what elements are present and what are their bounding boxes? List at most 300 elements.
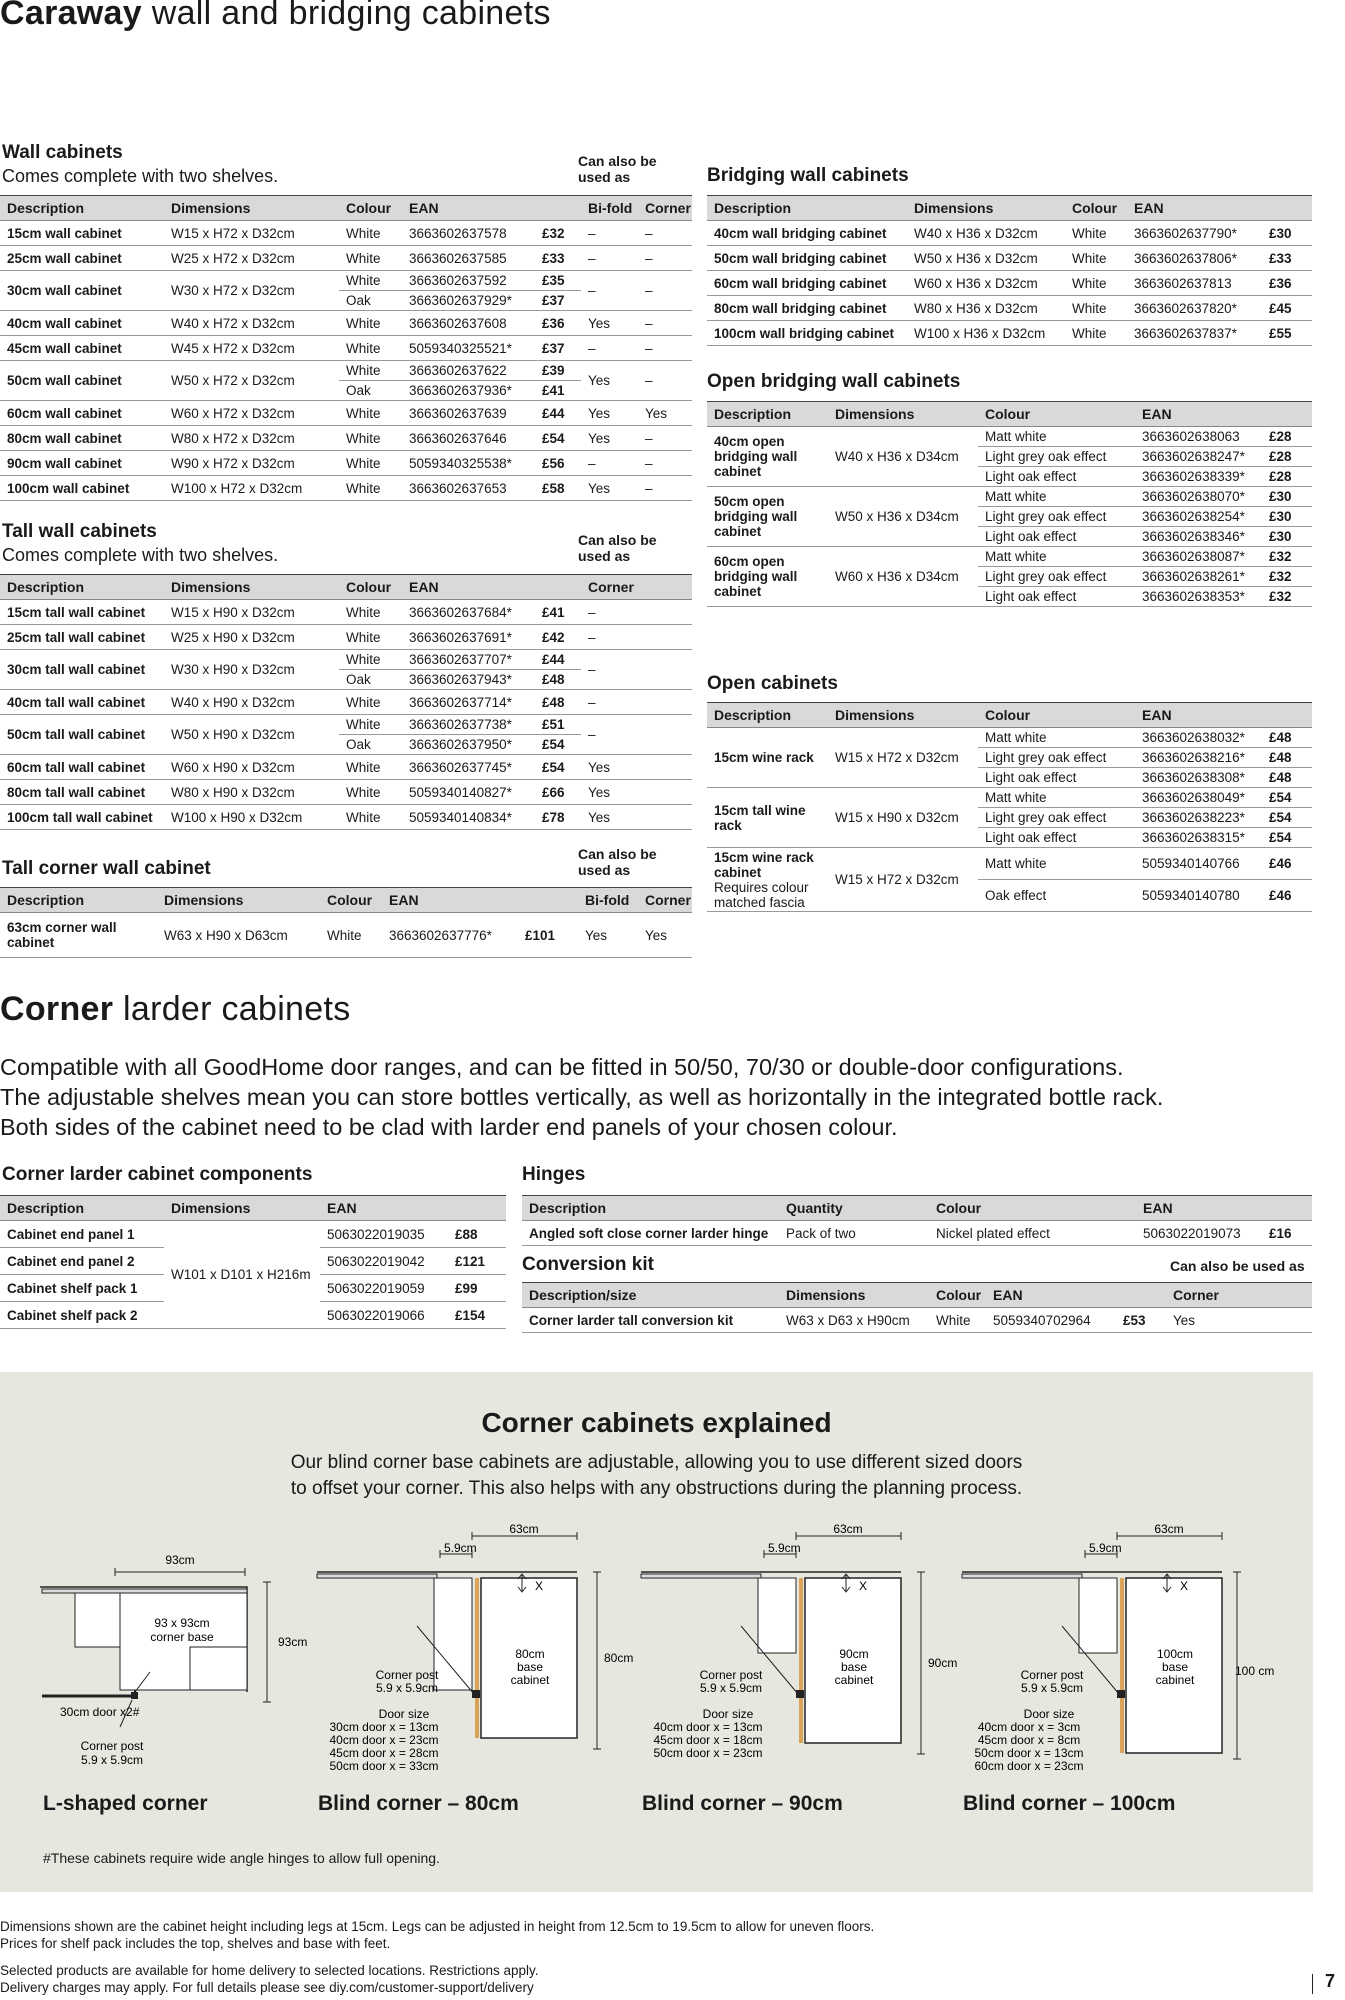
table-row [0, 426, 692, 451]
b80-top: 63cm [509, 1522, 539, 1536]
cabinet-bifold: – [581, 451, 638, 476]
b90-base-3: cabinet [834, 1673, 874, 1687]
cabinet-colour: White [339, 600, 402, 625]
table-row [707, 728, 1312, 748]
title-bold: Caraway [0, 0, 142, 32]
open-cabinet-price: £48 [1262, 748, 1312, 768]
b100-post-w: 5.9cm [1089, 1541, 1122, 1555]
cabinet-colour: White [339, 451, 402, 476]
cabinet-price: £48 [535, 670, 581, 690]
cabinet-corner: – [581, 690, 692, 715]
cabinet-dimensions: W60 x H72 x D32cm [164, 401, 339, 426]
column-header: EAN [1127, 196, 1262, 221]
table-row [0, 476, 692, 501]
open-cabinet-dimensions: W15 x H72 x D32cm [828, 728, 978, 788]
b80-post-w: 5.9cm [444, 1541, 477, 1555]
page-number-divider [1312, 1974, 1313, 1994]
cabinet-description: 15cm wall cabinet [0, 221, 164, 246]
b80-base-3: cabinet [510, 1673, 550, 1687]
open-cabinet-colour: Oak effect [978, 880, 1135, 912]
open-bridging-colour: Matt white [978, 547, 1135, 567]
cabinet-description: 40cm tall wall cabinet [0, 690, 164, 715]
page-title [0, 0, 551, 33]
open-cabinet-colour: Light grey oak effect [978, 748, 1135, 768]
cabinet-description: 60cm wall cabinet [0, 401, 164, 426]
cabinet-ean: 3663602637684* [402, 600, 535, 625]
column-header: Dimensions [164, 575, 339, 600]
cabinet-price: £41 [535, 381, 581, 401]
bridging-ean: 3663602637790* [1127, 221, 1262, 246]
open-bridging-title: Open bridging wall cabinets [707, 371, 961, 392]
column-header: Description [0, 575, 164, 600]
table-header-row [0, 196, 692, 221]
bridging-ean: 3663602637813 [1127, 271, 1262, 296]
b90-post-2: 5.9 x 5.9cm [699, 1681, 763, 1695]
open-cabinet-ean: 3663602638315* [1135, 828, 1262, 848]
component-price: £121 [448, 1248, 506, 1275]
b80-size-1: 30cm door x = 13cm [329, 1720, 439, 1734]
column-header: Colour [339, 196, 402, 221]
bridging-price: £55 [1262, 321, 1312, 346]
cabinet-description: 30cm wall cabinet [0, 271, 164, 311]
bridging-colour: White [1065, 221, 1127, 246]
table-row [707, 427, 1312, 447]
cabinet-price: £32 [535, 221, 581, 246]
cabinet-ean: 3663602637943* [402, 670, 535, 690]
open-bridging-price: £32 [1262, 567, 1312, 587]
cabinet-ean: 3663602637592 [402, 271, 535, 291]
cabinet-bifold: – [581, 336, 638, 361]
column-header: Corner [581, 575, 692, 600]
column-header: Corner [638, 888, 692, 913]
table-row [522, 1221, 1312, 1246]
b90-top: 63cm [833, 1522, 863, 1536]
open-cabinets-title: Open cabinets [707, 673, 838, 694]
open-bridging-ean: 3663602638247* [1135, 447, 1262, 467]
column-header: Dimensions [157, 888, 320, 913]
cabinet-colour: White [339, 246, 402, 271]
open-cabinet-ean: 3663602638308* [1135, 768, 1262, 788]
bridging-desc: 80cm wall bridging cabinet [707, 296, 907, 321]
cabinet-colour: White [339, 221, 402, 246]
b100-base-2: base [1161, 1660, 1189, 1674]
open-cabinet-colour: Matt white [978, 848, 1135, 880]
open-bridging-ean: 3663602638353* [1135, 587, 1262, 607]
intro-line-1: Compatible with all GoodHome door ranges, and can be fitted in 50/50, 70/30 or double-door configurations. [0, 1054, 1124, 1080]
cabinet-dimensions: W100 x H72 x D32cm [164, 476, 339, 501]
cabinet-price: £54 [535, 735, 581, 755]
b100-post-1: Corner post [1020, 1668, 1084, 1682]
cabinet-bifold: – [581, 271, 638, 311]
footer-line-3: Selected products are available for home delivery to selected locations. Restrictions apply. [0, 1963, 539, 1978]
cabinet-description: 30cm tall wall cabinet [0, 650, 164, 690]
conversion-ean: 5059340702964 [986, 1308, 1116, 1333]
open-cabinet-description: 15cm tall wine rack [707, 788, 828, 848]
cabinet-colour: White [339, 426, 402, 451]
blind-100-label: Blind corner – 100cm [963, 1792, 1176, 1815]
b100-post-2: 5.9 x 5.9cm [1020, 1681, 1084, 1695]
open-cabinets-table [707, 702, 1312, 912]
blind-90-label: Blind corner – 90cm [642, 1792, 843, 1815]
b90-sizes-title: Door size [702, 1707, 754, 1721]
cabinet-corner: – [581, 650, 692, 690]
bridging-colour: White [1065, 271, 1127, 296]
delivery-notes [0, 1962, 1200, 1996]
table-header-row [0, 1196, 506, 1221]
column-header: Dimensions [828, 703, 978, 728]
column-header: Dimensions [164, 196, 339, 221]
column-header: Description [522, 1196, 779, 1221]
cabinet-corner: – [638, 476, 692, 501]
table-row [707, 246, 1312, 271]
tall-corner-ean: 3663602637776* [382, 913, 518, 958]
tall-corner-price: £101 [518, 913, 578, 958]
cabinet-colour: White [339, 476, 402, 501]
cabinet-colour: Oak [339, 670, 402, 690]
table-row [0, 451, 692, 476]
tall-corner-can-also: Can also be used as [578, 846, 657, 878]
column-header [535, 196, 581, 221]
title-rest: wall and bridging cabinets [151, 0, 551, 32]
open-cabinet-ean: 5059340140780 [1135, 880, 1262, 912]
b90-post-w: 5.9cm [768, 1541, 801, 1555]
component-ean: 5063022019042 [320, 1248, 448, 1275]
cabinet-colour: White [339, 336, 402, 361]
intro-line-3: Both sides of the cabinet need to be clad with larder end panels of your chosen colour. [0, 1114, 898, 1140]
column-header [518, 888, 578, 913]
b100-x: X [1180, 1579, 1189, 1593]
open-bridging-ean: 3663602638254* [1135, 507, 1262, 527]
table-row [707, 547, 1312, 567]
cabinet-dimensions: W60 x H90 x D32cm [164, 755, 339, 780]
cabinet-description: 100cm wall cabinet [0, 476, 164, 501]
wall-cabinets-table [0, 195, 692, 501]
cabinet-ean: 3663602637691* [402, 625, 535, 650]
blind-100-diagram [957, 1524, 1277, 1789]
cabinet-description: 90cm wall cabinet [0, 451, 164, 476]
explained-footnote: #These cabinets require wide angle hinges to allow full opening. [43, 1850, 440, 1866]
b90-base-2: base [840, 1660, 868, 1674]
column-header: Colour [1065, 196, 1127, 221]
page-number: 7 [1325, 1971, 1336, 1991]
column-header: Colour [929, 1283, 986, 1308]
table-row [0, 311, 692, 336]
b100-top: 63cm [1154, 1522, 1184, 1536]
cabinet-dimensions: W30 x H72 x D32cm [164, 271, 339, 311]
cabinet-description: 50cm wall cabinet [0, 361, 164, 401]
explained-title: Corner cabinets explained [481, 1407, 832, 1438]
cabinet-price: £54 [535, 755, 581, 780]
cabinet-corner: – [581, 625, 692, 650]
l-door-label: 30cm door x2# [60, 1705, 140, 1719]
cabinet-colour: White [339, 690, 402, 715]
column-header: Description [0, 888, 157, 913]
cabinet-price: £44 [535, 401, 581, 426]
open-cabinet-price: £54 [1262, 788, 1312, 808]
component-ean: 5063022019066 [320, 1302, 448, 1329]
corner-title-rest: larder cabinets [123, 990, 351, 1028]
cabinet-description: 80cm wall cabinet [0, 426, 164, 451]
cabinet-dimensions: W40 x H90 x D32cm [164, 690, 339, 715]
open-bridging-ean: 3663602638261* [1135, 567, 1262, 587]
cabinet-corner: Yes [581, 755, 692, 780]
cabinet-price: £42 [535, 625, 581, 650]
l-shaped-label: L-shaped corner [43, 1792, 208, 1815]
column-header: Description/size [522, 1283, 779, 1308]
cabinet-corner: – [638, 271, 692, 311]
cabinet-price: £66 [535, 780, 581, 805]
column-header: Corner [638, 196, 692, 221]
bridging-desc: 50cm wall bridging cabinet [707, 246, 907, 271]
table-row [0, 625, 692, 650]
column-header: Colour [978, 703, 1135, 728]
cabinet-corner: – [638, 311, 692, 336]
column-header: Dimensions [779, 1283, 929, 1308]
cabinet-ean: 3663602637936* [402, 381, 535, 401]
column-header [1262, 402, 1312, 427]
open-cabinet-description [707, 848, 828, 912]
cabinet-bifold: Yes [581, 476, 638, 501]
table-row [0, 401, 692, 426]
table-row [707, 788, 1312, 808]
blind-90-diagram [636, 1522, 958, 1789]
cabinet-ean: 5059340140827* [402, 780, 535, 805]
component-description: Cabinet shelf pack 1 [0, 1275, 164, 1302]
conversion-table [522, 1282, 1312, 1333]
cabinet-price: £33 [535, 246, 581, 271]
cabinet-price: £37 [535, 336, 581, 361]
tall-cabinets-table [0, 574, 692, 830]
b80-size-4: 50cm door x = 33cm [329, 1759, 439, 1773]
bridging-table [707, 195, 1312, 346]
component-description: Cabinet end panel 1 [0, 1221, 164, 1248]
cabinet-ean: 3663602637653 [402, 476, 535, 501]
b80-post-2: 5.9 x 5.9cm [375, 1681, 439, 1695]
component-price: £88 [448, 1221, 506, 1248]
corner-intro [0, 1052, 1320, 1142]
cabinet-dimensions: W25 x H72 x D32cm [164, 246, 339, 271]
open-bridging-colour: Light oak effect [978, 527, 1135, 547]
footer-line-2: Prices for shelf pack includes the top, shelves and base with feet. [0, 1936, 391, 1951]
conversion-price: £53 [1116, 1308, 1166, 1333]
table-row [522, 1308, 1312, 1333]
column-header: Description [707, 196, 907, 221]
table-row [707, 848, 1312, 880]
open-cabinet-description-main: 15cm wine rack cabinet [714, 849, 814, 880]
b80-x: X [535, 1579, 544, 1593]
l-shaped-diagram [30, 1542, 320, 1772]
wall-cabinets-title: Wall cabinets [2, 142, 123, 163]
blind-80-diagram [312, 1522, 634, 1789]
column-header: Bi-fold [578, 888, 638, 913]
column-header: EAN [1135, 402, 1262, 427]
bridging-dim: W60 x H36 x D32cm [907, 271, 1065, 296]
b90-base-1: 90cm [839, 1647, 869, 1661]
column-header [1116, 1283, 1166, 1308]
cabinet-dimensions: W50 x H90 x D32cm [164, 715, 339, 755]
cabinet-ean: 3663602637646 [402, 426, 535, 451]
wall-can-also: Can also be used as [578, 153, 657, 185]
hinge-ean: 5063022019073 [1136, 1221, 1262, 1246]
component-price: £99 [448, 1275, 506, 1302]
component-dimensions: W101 x D101 x H216m [164, 1221, 320, 1329]
bridging-desc: 100cm wall bridging cabinet [707, 321, 907, 346]
bridging-colour: White [1065, 296, 1127, 321]
cabinet-corner: – [638, 221, 692, 246]
tall-corner-colour: White [320, 913, 382, 958]
bridging-dim: W40 x H36 x D32cm [907, 221, 1065, 246]
open-bridging-colour: Light oak effect [978, 467, 1135, 487]
tall-can-also: Can also be used as [578, 532, 657, 564]
conversion-corner: Yes [1166, 1308, 1312, 1333]
l-top-strip [42, 1589, 247, 1593]
table-row [707, 221, 1312, 246]
cabinet-colour: White [339, 805, 402, 830]
b100-sizes-title: Door size [1023, 1707, 1075, 1721]
b80-base-2: base [516, 1660, 544, 1674]
table-row [0, 690, 692, 715]
table-row [0, 336, 692, 361]
tall-corner-dim: W63 x H90 x D63cm [157, 913, 320, 958]
open-bridging-ean: 3663602638339* [1135, 467, 1262, 487]
open-cabinet-dimensions: W15 x H90 x D32cm [828, 788, 978, 848]
conversion-can-also: Can also be used as [1170, 1258, 1305, 1274]
cabinet-dimensions: W80 x H72 x D32cm [164, 426, 339, 451]
cabinet-price: £78 [535, 805, 581, 830]
column-header: EAN [382, 888, 518, 913]
open-bridging-table [707, 401, 1312, 607]
open-bridging-dimensions: W40 x H36 x D34cm [828, 427, 978, 487]
cabinet-dimensions: W45 x H72 x D32cm [164, 336, 339, 361]
l-post-label-1: Corner post [80, 1739, 144, 1753]
open-cabinet-price: £54 [1262, 808, 1312, 828]
b100-size-2: 45cm door x = 8cm [977, 1733, 1081, 1747]
b100-base-3: cabinet [1155, 1673, 1195, 1687]
cabinet-ean: 3663602637608 [402, 311, 535, 336]
cabinet-colour: Oak [339, 291, 402, 311]
open-cabinet-price: £54 [1262, 828, 1312, 848]
blind-80-label: Blind corner – 80cm [318, 1792, 519, 1815]
tall-corner-title: Tall corner wall cabinet [2, 858, 211, 879]
open-bridging-price: £32 [1262, 547, 1312, 567]
open-cabinet-colour: Matt white [978, 728, 1135, 748]
bridging-dim: W80 x H36 x D32cm [907, 296, 1065, 321]
cabinet-ean: 3663602637578 [402, 221, 535, 246]
cabinet-dimensions: W15 x H90 x D32cm [164, 600, 339, 625]
cabinet-colour: White [339, 361, 402, 381]
conversion-title: Conversion kit [522, 1254, 654, 1275]
cabinet-colour: White [339, 715, 402, 735]
open-cabinet-price: £46 [1262, 848, 1312, 880]
cabinet-description: 40cm wall cabinet [0, 311, 164, 336]
l-left-unit [75, 1593, 120, 1647]
column-header: EAN [986, 1283, 1116, 1308]
column-header: Corner [1166, 1283, 1312, 1308]
l-base-label-1: 93 x 93cm [154, 1616, 210, 1630]
bridging-price: £30 [1262, 221, 1312, 246]
cabinet-price: £35 [535, 271, 581, 291]
cabinet-colour: White [339, 780, 402, 805]
intro-line-2: The adjustable shelves mean you can store bottles vertically, as well as horizontally in the integrated bottle rack. [0, 1084, 1164, 1110]
l-width-label: 93cm [165, 1553, 195, 1567]
open-bridging-colour: Light grey oak effect [978, 507, 1135, 527]
hinge-colour: Nickel plated effect [929, 1221, 1136, 1246]
column-header: EAN [1135, 703, 1262, 728]
cabinet-corner: Yes [581, 780, 692, 805]
hinge-price: £16 [1262, 1221, 1312, 1246]
cabinet-price: £37 [535, 291, 581, 311]
table-row [0, 755, 692, 780]
open-bridging-colour: Light grey oak effect [978, 447, 1135, 467]
cabinet-ean: 3663602637714* [402, 690, 535, 715]
table-row [707, 487, 1312, 507]
component-description: Cabinet end panel 2 [0, 1248, 164, 1275]
table-row [0, 805, 692, 830]
column-header: Quantity [779, 1196, 929, 1221]
bridging-price: £45 [1262, 296, 1312, 321]
column-header: EAN [320, 1196, 448, 1221]
open-cabinet-price: £48 [1262, 728, 1312, 748]
cabinet-description: 45cm wall cabinet [0, 336, 164, 361]
cabinet-dimensions: W15 x H72 x D32cm [164, 221, 339, 246]
table-row [707, 321, 1312, 346]
footer-line-1: Dimensions shown are the cabinet height including legs at 15cm. Legs can be adjusted in height from 12.5cm to 19.5cm to allow for uneven floors. [0, 1919, 875, 1934]
hinge-desc: Angled soft close corner larder hinge [522, 1221, 779, 1246]
corner-title-bold: Corner [0, 990, 114, 1028]
cabinet-corner: – [638, 361, 692, 401]
table-header-row [522, 1283, 1312, 1308]
open-bridging-dimensions: W50 x H36 x D34cm [828, 487, 978, 547]
open-bridging-ean: 3663602638087* [1135, 547, 1262, 567]
open-bridging-description: 40cm open bridging wall cabinet [707, 427, 828, 487]
cabinet-price: £36 [535, 311, 581, 336]
cabinet-description: 60cm tall wall cabinet [0, 755, 164, 780]
bridging-ean: 3663602637837* [1127, 321, 1262, 346]
cabinet-ean: 5059340325538* [402, 451, 535, 476]
column-header: Description [0, 1196, 164, 1221]
component-description: Cabinet shelf pack 2 [0, 1302, 164, 1329]
bridging-ean: 3663602637806* [1127, 246, 1262, 271]
cabinet-corner: – [581, 600, 692, 625]
cabinet-price: £54 [535, 426, 581, 451]
bridging-title: Bridging wall cabinets [707, 165, 909, 186]
component-ean: 5063022019059 [320, 1275, 448, 1302]
open-cabinet-dimensions: W15 x H72 x D32cm [828, 848, 978, 912]
open-cabinet-price: £48 [1262, 768, 1312, 788]
table-row [0, 780, 692, 805]
column-header: Colour [339, 575, 402, 600]
tall-corner-table [0, 887, 692, 958]
open-bridging-colour: Matt white [978, 487, 1135, 507]
bridging-dim: W100 x H36 x D32cm [907, 321, 1065, 346]
l-base-label-2: corner base [150, 1630, 214, 1644]
column-header: Colour [320, 888, 382, 913]
open-bridging-description: 50cm open bridging wall cabinet [707, 487, 828, 547]
open-bridging-price: £32 [1262, 587, 1312, 607]
open-bridging-price: £28 [1262, 427, 1312, 447]
cabinet-description: 80cm tall wall cabinet [0, 780, 164, 805]
column-header: Bi-fold [581, 196, 638, 221]
cabinet-bifold: Yes [581, 361, 638, 401]
cabinet-dimensions: W80 x H90 x D32cm [164, 780, 339, 805]
cabinet-description: 25cm wall cabinet [0, 246, 164, 271]
cabinet-price: £48 [535, 690, 581, 715]
table-row [0, 913, 692, 958]
open-cabinet-ean: 3663602638216* [1135, 748, 1262, 768]
component-ean: 5063022019035 [320, 1221, 448, 1248]
cabinet-colour: Oak [339, 381, 402, 401]
table-row [0, 221, 692, 246]
